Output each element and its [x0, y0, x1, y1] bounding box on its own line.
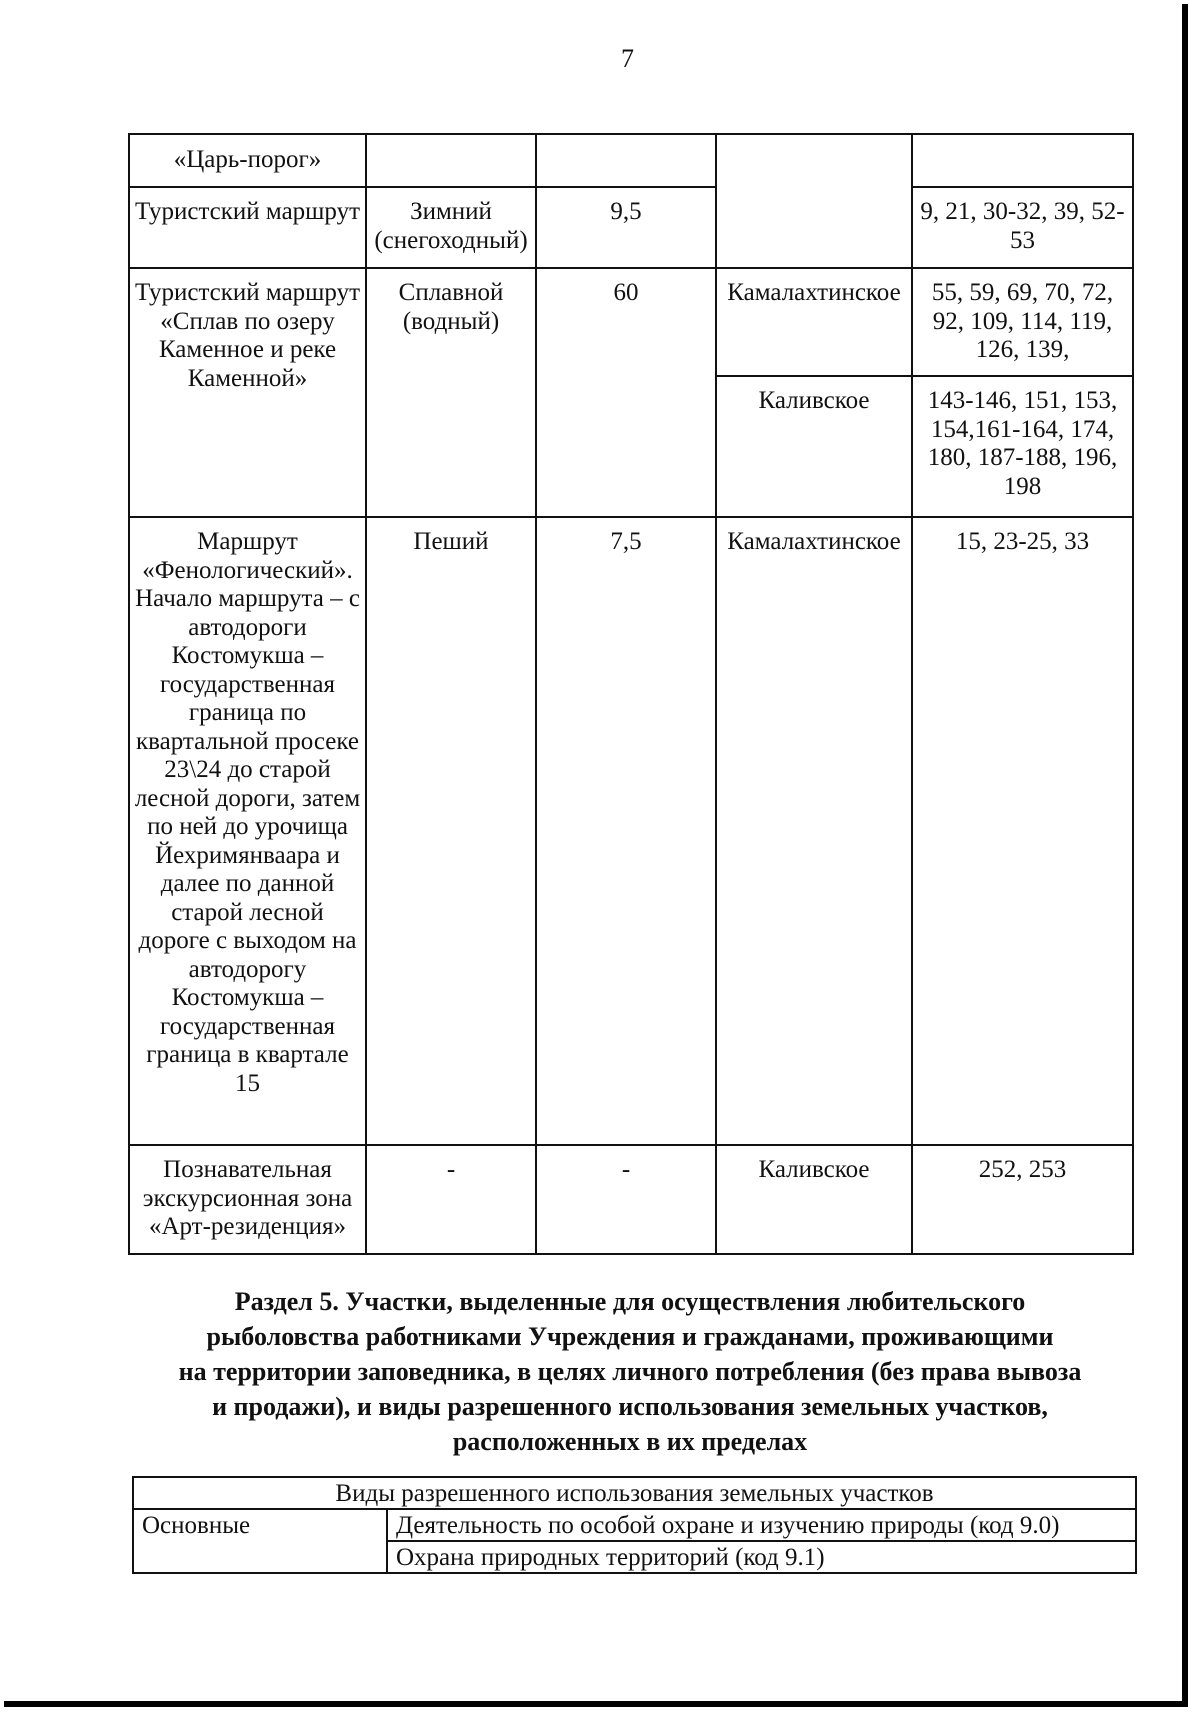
quarters-cell: 15, 23-25, 33 — [912, 517, 1133, 1145]
routes-table — [128, 133, 1134, 1255]
forestry-cell: Каливское — [716, 1145, 912, 1254]
route-type-cell: Пеший — [366, 517, 536, 1145]
quarters-cell: 143-146, 151, 153, 154,161-164, 174, 180, 187-188, 196, 198 — [912, 376, 1133, 517]
section-title-line: на территории заповедника, в целях личного потребления (без права вывоза — [178, 1357, 1082, 1386]
section-title-line: рыболовства работниками Учреждения и гражданами, проживающими — [206, 1322, 1054, 1351]
route-length-cell: - — [536, 1145, 716, 1254]
forestry-cell: Камалахтинское — [716, 517, 912, 1145]
table-row — [129, 1145, 1133, 1254]
route-type-cell: Сплавной (водный) — [366, 268, 536, 517]
route-type-cell — [366, 134, 536, 187]
land-use-item: Деятельность по особой охране и изучению природы (код 9.0) — [387, 1509, 1136, 1541]
route-length-cell: 9,5 — [536, 187, 716, 268]
table-row — [129, 268, 1133, 376]
table-row — [129, 187, 1133, 268]
route-length-cell: 60 — [536, 268, 716, 517]
route-name-cell: Туристский маршрут «Сплав по озеру Каменное и реке Каменной» — [129, 268, 366, 517]
forestry-cell — [716, 134, 912, 268]
table-row — [133, 1477, 1136, 1509]
section-title-line: расположенных в их пределах — [452, 1427, 808, 1456]
land-use-header: Виды разрешенного использования земельных участков — [133, 1477, 1136, 1509]
route-length-cell — [536, 134, 716, 187]
quarters-cell: 55, 59, 69, 70, 72, 92, 109, 114, 119, 126, 139, — [912, 268, 1133, 376]
table-row — [133, 1509, 1136, 1541]
land-use-item: Охрана природных территорий (код 9.1) — [387, 1541, 1136, 1573]
land-use-table — [132, 1476, 1137, 1574]
table-row — [129, 134, 1133, 187]
route-name-cell: Туристский маршрут — [129, 187, 366, 268]
quarters-cell: 252, 253 — [912, 1145, 1133, 1254]
route-name-cell: Познавательная экскурсионная зона «Арт-резиденция» — [129, 1145, 366, 1254]
page-number: 7 — [621, 44, 634, 73]
forestry-cell: Каливское — [716, 376, 912, 517]
land-use-category: Основные — [133, 1509, 387, 1573]
route-name-cell: Маршрут «Фенологический». Начало маршрута – с автодороги Костомукша – государственная граница по квартальной просеке 23\24 до старой лесной дороги, затем по ней до урочища Йехримянваара и далее по данной старой лесной дороге с выходом на автодорогу Костомукша – государственная граница в квартале 15 — [129, 517, 366, 1145]
quarters-cell — [912, 134, 1133, 187]
forestry-cell: Камалахтинское — [716, 268, 912, 376]
section-title-line: и продажи), и виды разрешенного использования земельных участков, — [212, 1392, 1048, 1421]
table-row — [129, 517, 1133, 1145]
route-name-cell: «Царь-порог» — [129, 134, 366, 187]
quarters-cell: 9, 21, 30-32, 39, 52-53 — [912, 187, 1133, 268]
section-5-title — [128, 1284, 1132, 1459]
section-title-line: Раздел 5. Участки, выделенные для осуществления любительского — [234, 1287, 1026, 1316]
route-type-cell: - — [366, 1145, 536, 1254]
route-length-cell: 7,5 — [536, 517, 716, 1145]
route-type-cell: Зимний (снегоходный) — [366, 187, 536, 268]
